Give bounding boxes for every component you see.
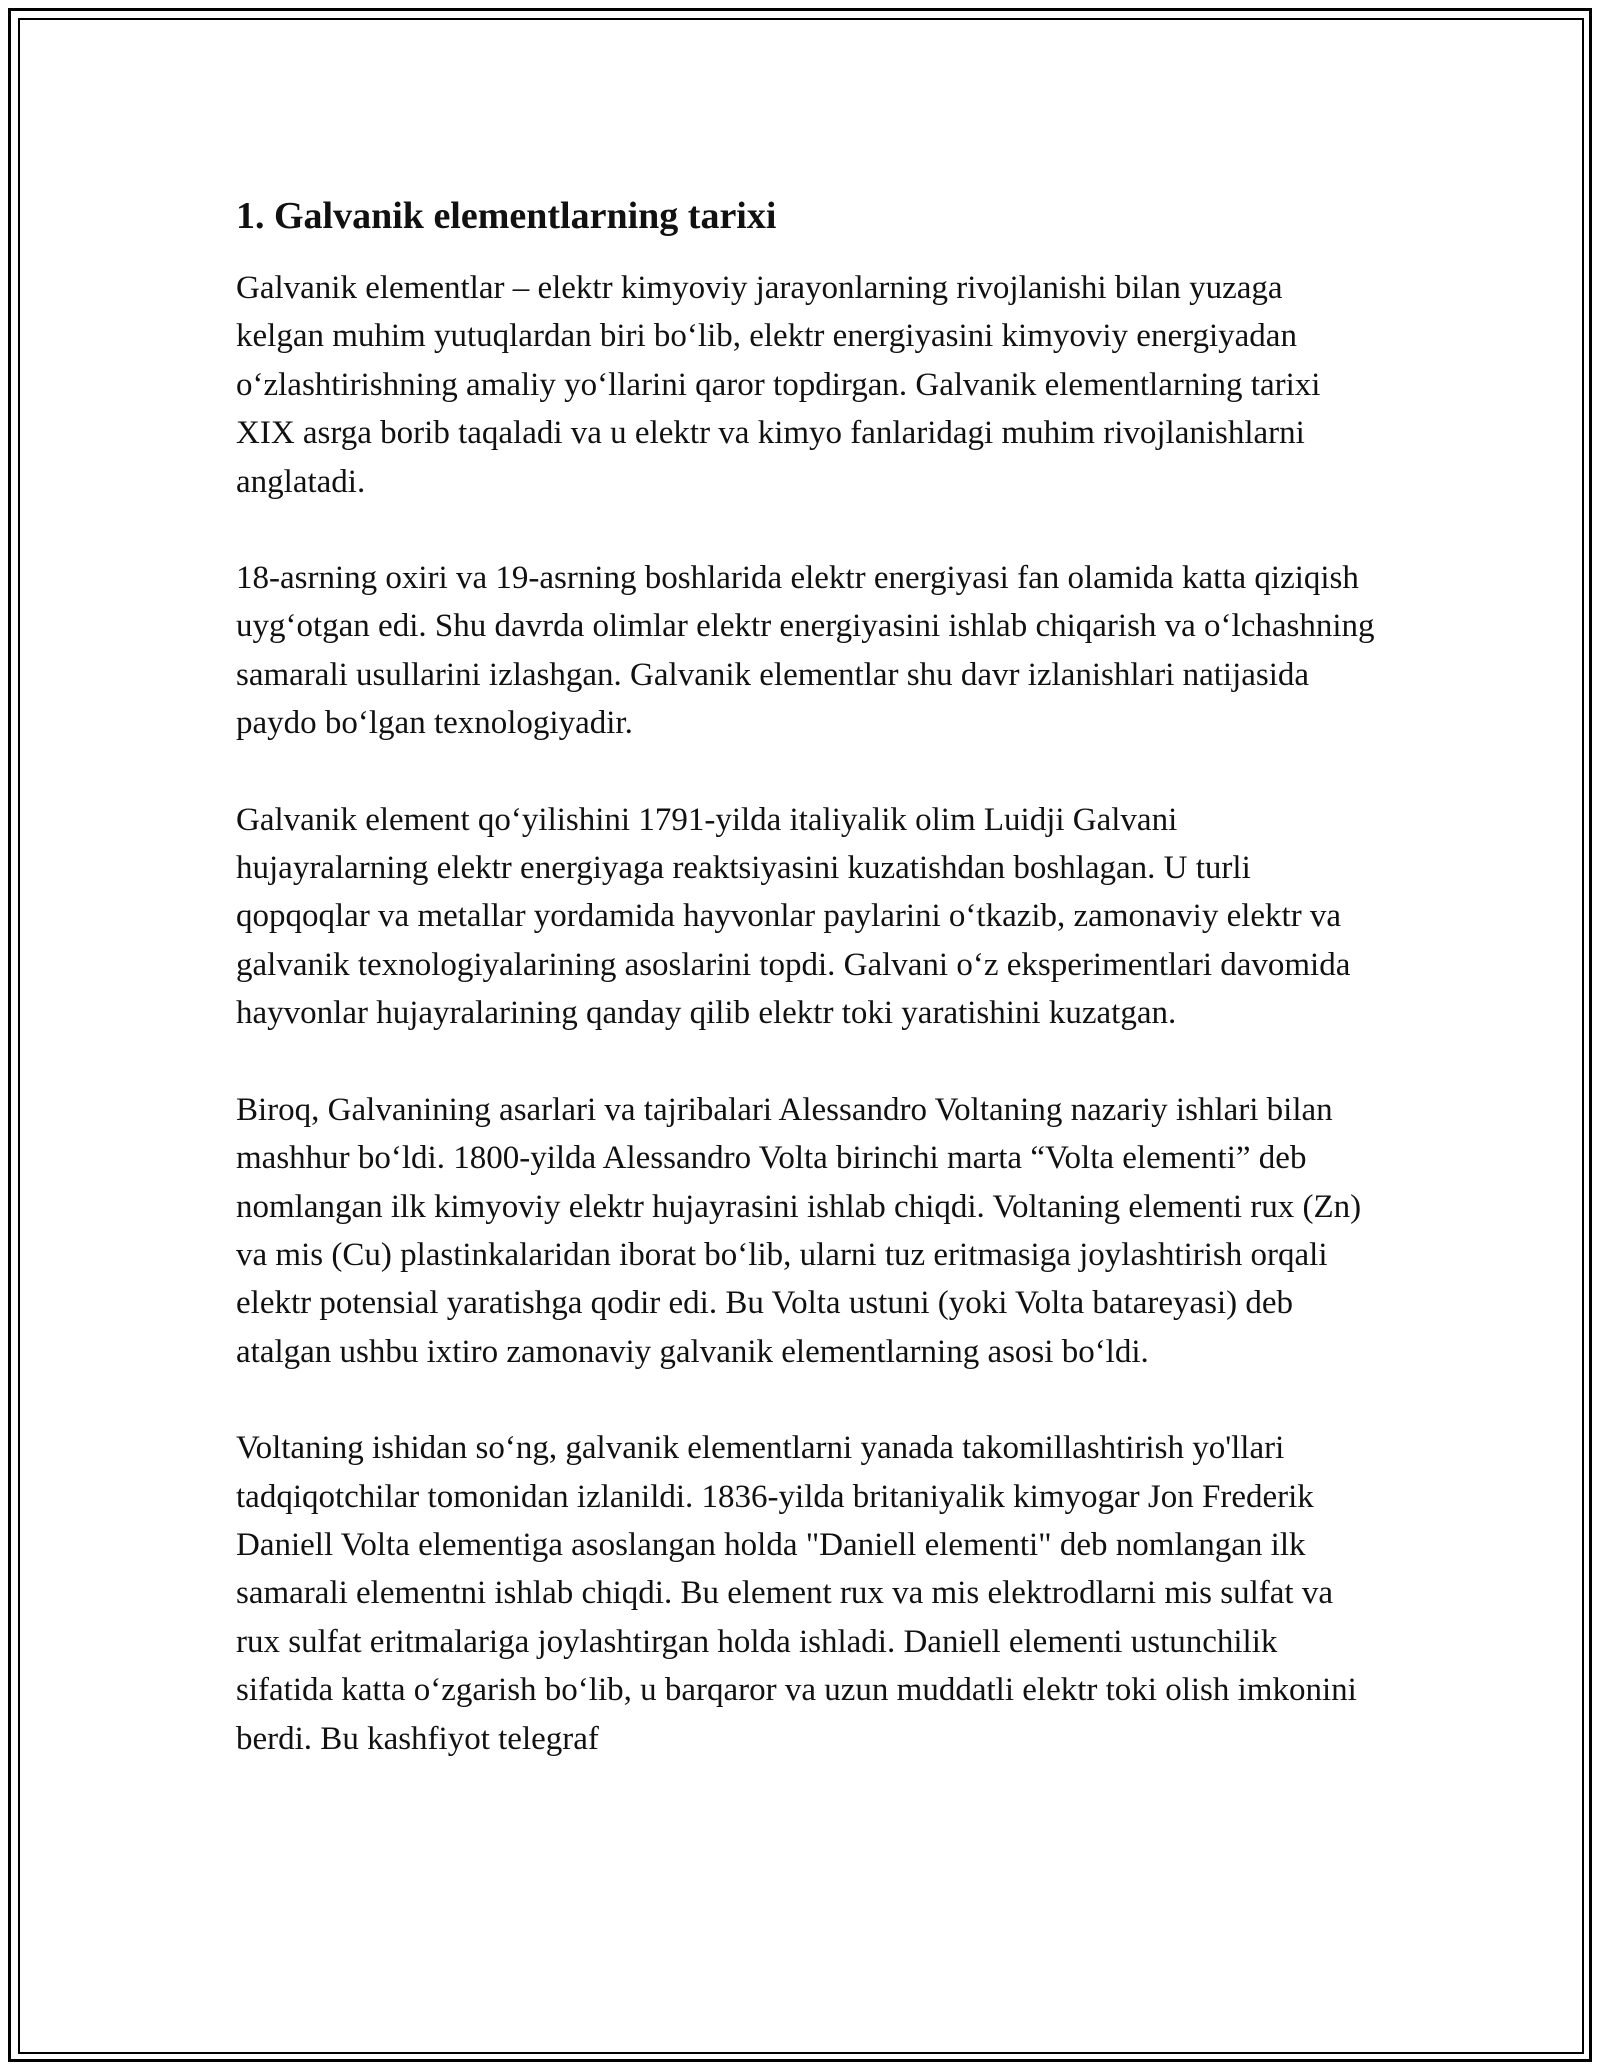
section-heading: 1. Galvanik elementlarning tarixi [236, 195, 777, 237]
paragraph-3: Galvanik element qo‘yilishini 1791-yilda italiyalik olim Luidji Galvani hujayralarning elektr energiyaga reaktsiyasini kuzatishdan boshlagan. U turli qopqoqlar va metallar yordamida hayvonlar paylarini o‘tkazib, zamonaviy elektr va galvanik texnologiyalarining asoslarini topdi. Galvani o‘z eksperimentlari davomida hayvonlar hujayralarining qanday qilib elektr toki yaratishini kuzatgan. [236, 801, 1351, 1032]
paragraph-1: Galvanik elementlar – elektr kimyoviy jarayonlarning rivojlanishi bilan yuzaga kelgan muhim yutuqlardan biri bo‘lib, elektr energiyasini kimyoviy energiyadan o‘zlashtirishning amaliy yo‘llarini qaror topdirgan. Galvanik elementlarning tarixi XIX asrga borib taqaladi va u elektr va kimyo fanlaridagi muhim rivojlanishlarni anglatadi. [236, 270, 1321, 500]
paragraph-5: Voltaning ishidan so‘ng, galvanik elementlarni yanada takomillashtirish yo'llari tadqiqotchilar tomonidan izlanildi. 1836-yilda britaniyalik kimyogar Jon Frederik Daniell Volta elementiga asoslangan holda "Daniell elementi" deb nomlangan ilk samarali elementni ishlab chiqdi. Bu element rux va mis elektrodlarni mis sulfat va rux sulfat eritmalariga joylashtirgan holda ishladi. Daniell elementi ustunchilik sifatida katta o‘zgarish bo‘lib, u barqaror va uzun muddatli elektr toki olish imkonini berdi. Bu kashfiyot telegraf [236, 1430, 1357, 1757]
document-body [236, 190, 1376, 1763]
paragraph-2: 18-asrning oxiri va 19-asrning boshlarida elektr energiyasi fan olamida katta qiziqish uyg‘otgan edi. Shu davrda olimlar elektr energiyasini ishlab chiqarish va o‘lchashning samarali usullarini izlashgan. Galvanik elementlar shu davr izlanishlari natijasida paydo bo‘lgan texnologiyadir. [236, 560, 1375, 742]
paragraph-4: Biroq, Galvanining asarlari va tajribalari Alessandro Voltaning nazariy ishlari bilan mashhur bo‘ldi. 1800-yilda Alessandro Volta birinchi marta “Volta elementi” deb nomlangan ilk kimyoviy elektr hujayrasini ishlab chiqdi. Voltaning elementi rux (Zn) va mis (Cu) plastinkalaridan iborat bo‘lib, ularni tuz eritmasiga joylashtirish orqali elektr potensial yaratishga qodir edi. Bu Volta ustuni (yoki Volta batareyasi) deb atalgan ushbu ixtiro zamonaviy galvanik elementlarning asosi bo‘ldi. [236, 1091, 1362, 1370]
